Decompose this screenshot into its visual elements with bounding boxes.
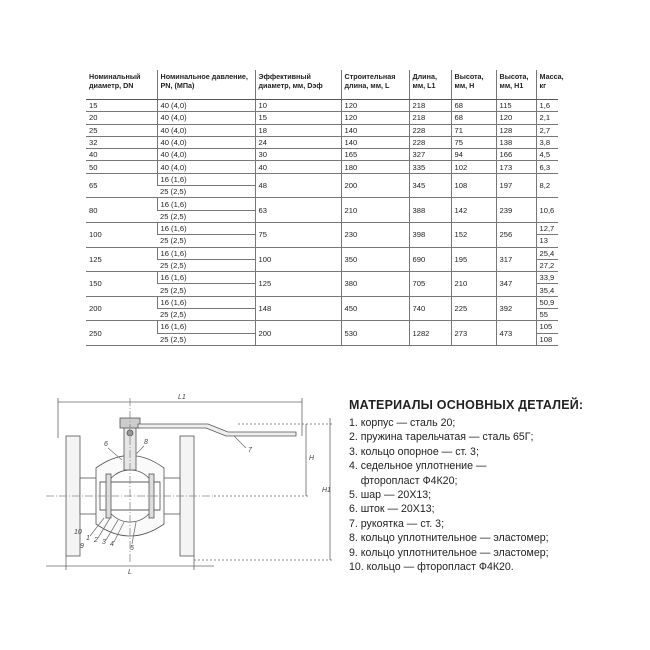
cell-dn: 200 bbox=[86, 296, 157, 321]
cell-h: 68 bbox=[451, 100, 496, 112]
cell-mass: 4,5 bbox=[536, 149, 558, 161]
callout-9: 9 bbox=[80, 543, 84, 550]
cell-l1: 398 bbox=[409, 222, 451, 247]
cell-mass: 8,2 bbox=[536, 173, 558, 198]
materials-section bbox=[349, 398, 644, 574]
table-row bbox=[86, 296, 558, 308]
cell-h1: 120 bbox=[496, 112, 536, 124]
material-item: 8. кольцо уплотнительное — эластомер; bbox=[349, 532, 549, 545]
cell-h1: 197 bbox=[496, 173, 536, 198]
cell-dn: 125 bbox=[86, 247, 157, 272]
cell-dn: 250 bbox=[86, 321, 157, 346]
cell-l: 120 bbox=[341, 100, 409, 112]
cell-mass: 13 bbox=[536, 235, 558, 247]
cell-h1: 473 bbox=[496, 321, 536, 346]
table-row bbox=[86, 161, 558, 173]
cell-pn: 40 (4,0) bbox=[157, 112, 255, 124]
cell-h1: 317 bbox=[496, 247, 536, 272]
cell-l1: 335 bbox=[409, 161, 451, 173]
table-row bbox=[86, 149, 558, 161]
cell-mass: 2,1 bbox=[536, 112, 558, 124]
cell-h: 71 bbox=[451, 124, 496, 136]
cell-pn: 16 (1,6) bbox=[157, 321, 255, 333]
cell-dn: 100 bbox=[86, 222, 157, 247]
header-mass: Масса, кг bbox=[536, 70, 558, 100]
callout-2: 2 bbox=[94, 537, 98, 544]
materials-list bbox=[349, 416, 644, 574]
cell-h: 142 bbox=[451, 198, 496, 223]
cell-h: 210 bbox=[451, 272, 496, 297]
cell-pn: 25 (2,5) bbox=[157, 333, 255, 345]
cell-h1: 128 bbox=[496, 124, 536, 136]
cell-l: 380 bbox=[341, 272, 409, 297]
cell-l1: 345 bbox=[409, 173, 451, 198]
table-body bbox=[86, 100, 558, 346]
table-row bbox=[86, 136, 558, 148]
material-item: 1. корпус — сталь 20; bbox=[349, 417, 456, 429]
cell-deff: 63 bbox=[255, 198, 341, 223]
material-item: 2. пружина тарельчатая — сталь 65Г; bbox=[349, 431, 534, 444]
header-pn: Номинальное давление, PN, (МПа) bbox=[157, 70, 255, 100]
header-h1: Высота, мм, H1 bbox=[496, 70, 536, 100]
material-item: 10. кольцо — фторопласт Ф4К20. bbox=[349, 561, 514, 574]
cell-pn: 16 (1,6) bbox=[157, 222, 255, 234]
callout-6: 6 bbox=[104, 441, 108, 448]
cell-deff: 125 bbox=[255, 272, 341, 297]
cell-h1: 173 bbox=[496, 161, 536, 173]
valve-handle bbox=[138, 424, 296, 436]
cell-pn: 40 (4,0) bbox=[157, 161, 255, 173]
cell-pn: 16 (1,6) bbox=[157, 296, 255, 308]
cell-dn: 65 bbox=[86, 173, 157, 198]
material-item: 5. шар — 20Х13; bbox=[349, 489, 432, 502]
cell-mass: 10,6 bbox=[536, 198, 558, 223]
cell-l1: 218 bbox=[409, 100, 451, 112]
cell-deff: 24 bbox=[255, 136, 341, 148]
cell-l: 165 bbox=[341, 149, 409, 161]
cell-l: 230 bbox=[341, 222, 409, 247]
cell-deff: 40 bbox=[255, 161, 341, 173]
material-item: 6. шток — 20Х13; bbox=[349, 503, 435, 516]
cell-l1: 1282 bbox=[409, 321, 451, 346]
material-item: 7. рукоятка — ст. 3; bbox=[349, 517, 445, 530]
cell-pn: 25 (2,5) bbox=[157, 309, 255, 321]
cell-dn: 25 bbox=[86, 124, 157, 136]
cell-h: 108 bbox=[451, 173, 496, 198]
cell-l1: 228 bbox=[409, 124, 451, 136]
callout-4: 4 bbox=[110, 541, 114, 548]
cell-mass: 1,6 bbox=[536, 100, 558, 112]
header-l1: Длина, мм, L1 bbox=[409, 70, 451, 100]
cell-pn: 40 (4,0) bbox=[157, 100, 255, 112]
cell-l1: 327 bbox=[409, 149, 451, 161]
callout-3: 3 bbox=[102, 539, 106, 546]
cell-deff: 200 bbox=[255, 321, 341, 346]
cell-h: 152 bbox=[451, 222, 496, 247]
cell-mass: 25,4 bbox=[536, 247, 558, 259]
cell-deff: 148 bbox=[255, 296, 341, 321]
cell-pn: 25 (2,5) bbox=[157, 235, 255, 247]
table-row bbox=[86, 112, 558, 124]
cell-l: 140 bbox=[341, 124, 409, 136]
cell-h: 225 bbox=[451, 296, 496, 321]
dim-label-l: L bbox=[128, 569, 132, 576]
cell-pn: 40 (4,0) bbox=[157, 124, 255, 136]
cell-dn: 150 bbox=[86, 272, 157, 297]
cell-pn: 40 (4,0) bbox=[157, 149, 255, 161]
cell-pn: 16 (1,6) bbox=[157, 272, 255, 284]
callout-7: 7 bbox=[248, 447, 252, 454]
cell-h: 195 bbox=[451, 247, 496, 272]
material-item: 4. седельное уплотнение — bbox=[349, 460, 487, 473]
table-row bbox=[86, 198, 558, 210]
cell-h1: 392 bbox=[496, 296, 536, 321]
materials-title: МАТЕРИАЛЫ ОСНОВНЫХ ДЕТАЛЕЙ: bbox=[349, 398, 584, 412]
cell-dn: 80 bbox=[86, 198, 157, 223]
header-l: Строительная длина, мм, L bbox=[341, 70, 409, 100]
cell-l1: 388 bbox=[409, 198, 451, 223]
cell-h: 94 bbox=[451, 149, 496, 161]
cell-mass: 50,9 bbox=[536, 296, 558, 308]
cell-deff: 48 bbox=[255, 173, 341, 198]
cell-pn: 16 (1,6) bbox=[157, 247, 255, 259]
cell-deff: 100 bbox=[255, 247, 341, 272]
table-row bbox=[86, 272, 558, 284]
table-row bbox=[86, 100, 558, 112]
cell-l: 120 bbox=[341, 112, 409, 124]
material-item: 3. кольцо опорное — ст. 3; bbox=[349, 445, 479, 458]
dim-label-l1: L1 bbox=[178, 394, 186, 401]
cell-deff: 15 bbox=[255, 112, 341, 124]
table-row bbox=[86, 222, 558, 234]
cell-pn: 25 (2,5) bbox=[157, 259, 255, 271]
callout-10: 10 bbox=[74, 529, 82, 536]
cell-pn: 25 (2,5) bbox=[157, 186, 255, 198]
cell-pn: 25 (2,5) bbox=[157, 284, 255, 296]
table-row bbox=[86, 247, 558, 259]
cell-deff: 75 bbox=[255, 222, 341, 247]
table-row bbox=[86, 173, 558, 185]
cell-mass: 3,8 bbox=[536, 136, 558, 148]
cell-h1: 115 bbox=[496, 100, 536, 112]
cell-mass: 35,4 bbox=[536, 284, 558, 296]
material-item: 9. кольцо уплотнительное — эластомер; bbox=[349, 546, 549, 559]
cell-h1: 166 bbox=[496, 149, 536, 161]
callout-5: 5 bbox=[130, 545, 134, 552]
cell-l: 180 bbox=[341, 161, 409, 173]
cell-h: 75 bbox=[451, 136, 496, 148]
dim-label-h: H bbox=[309, 455, 315, 462]
cell-l: 140 bbox=[341, 136, 409, 148]
table-row bbox=[86, 321, 558, 333]
cell-l1: 740 bbox=[409, 296, 451, 321]
cell-dn: 32 bbox=[86, 136, 157, 148]
table-header-row bbox=[86, 70, 558, 100]
cell-l: 530 bbox=[341, 321, 409, 346]
header-h: Высота, мм, H bbox=[451, 70, 496, 100]
cell-mass: 108 bbox=[536, 333, 558, 345]
cell-l: 450 bbox=[341, 296, 409, 321]
cell-h: 273 bbox=[451, 321, 496, 346]
header-deff: Эффективный диаметр, мм, Dэф bbox=[255, 70, 341, 100]
material-item: фторопласт Ф4К20; bbox=[349, 474, 458, 487]
cell-h: 102 bbox=[451, 161, 496, 173]
cell-deff: 30 bbox=[255, 149, 341, 161]
cell-l1: 228 bbox=[409, 136, 451, 148]
dim-label-h1: H1 bbox=[322, 487, 331, 494]
valve-drawing bbox=[38, 388, 338, 578]
cell-mass: 12,7 bbox=[536, 222, 558, 234]
cell-mass: 2,7 bbox=[536, 124, 558, 136]
table-row bbox=[86, 124, 558, 136]
cell-mass: 55 bbox=[536, 309, 558, 321]
cell-h1: 239 bbox=[496, 198, 536, 223]
cell-h1: 347 bbox=[496, 272, 536, 297]
cell-dn: 20 bbox=[86, 112, 157, 124]
cell-pn: 25 (2,5) bbox=[157, 210, 255, 222]
cell-mass: 27,2 bbox=[536, 259, 558, 271]
cell-mass: 105 bbox=[536, 321, 558, 333]
cell-pn: 16 (1,6) bbox=[157, 198, 255, 210]
cell-l1: 690 bbox=[409, 247, 451, 272]
cell-h: 68 bbox=[451, 112, 496, 124]
callout-8: 8 bbox=[144, 439, 148, 446]
cell-dn: 50 bbox=[86, 161, 157, 173]
specifications-table bbox=[86, 70, 564, 346]
cell-l: 350 bbox=[341, 247, 409, 272]
cell-dn: 40 bbox=[86, 149, 157, 161]
cell-h1: 256 bbox=[496, 222, 536, 247]
cell-mass: 33,9 bbox=[536, 272, 558, 284]
callout-1: 1 bbox=[86, 535, 90, 542]
cell-pn: 40 (4,0) bbox=[157, 136, 255, 148]
cell-mass: 6,3 bbox=[536, 161, 558, 173]
cell-l: 200 bbox=[341, 173, 409, 198]
cell-h1: 138 bbox=[496, 136, 536, 148]
cell-l1: 218 bbox=[409, 112, 451, 124]
cell-l: 210 bbox=[341, 198, 409, 223]
cell-deff: 10 bbox=[255, 100, 341, 112]
cell-deff: 18 bbox=[255, 124, 341, 136]
header-dn: Номинальный диаметр, DN bbox=[86, 70, 157, 100]
cell-pn: 16 (1,6) bbox=[157, 173, 255, 185]
cell-dn: 15 bbox=[86, 100, 157, 112]
cell-l1: 705 bbox=[409, 272, 451, 297]
